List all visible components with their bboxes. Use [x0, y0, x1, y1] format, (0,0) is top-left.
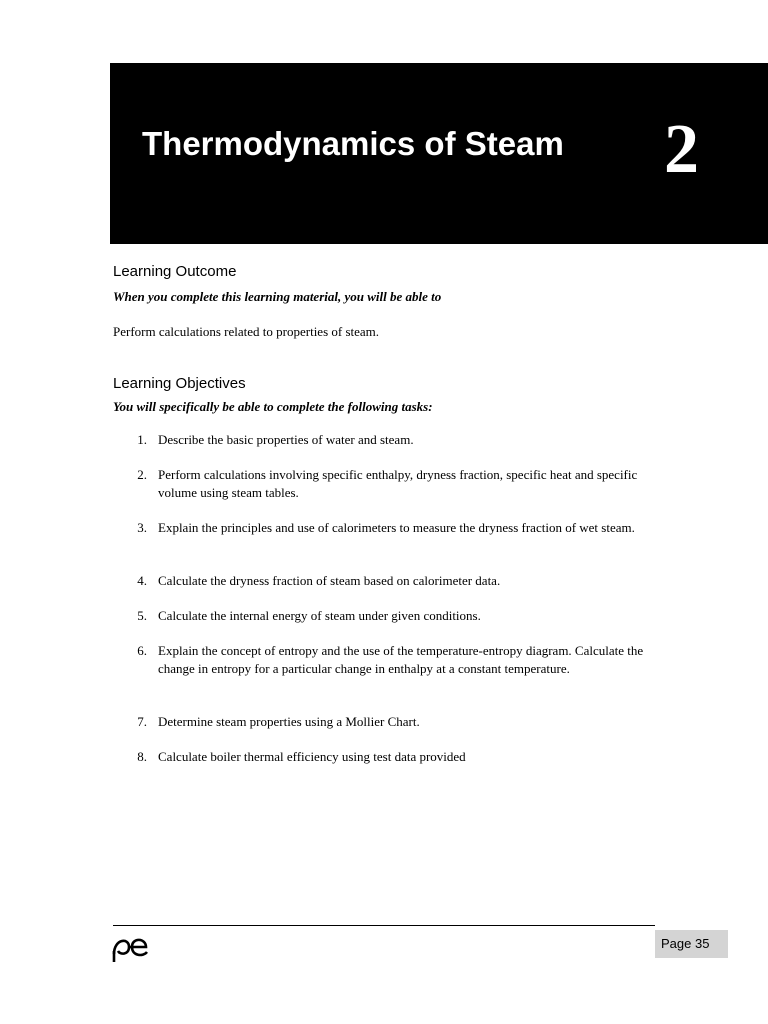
list-item-text: Explain the principles and use of calorimeters to measure the dryness fraction of wet steam.	[158, 520, 635, 535]
learning-objectives-heading: Learning Objectives	[113, 375, 246, 392]
list-item-text: Perform calculations involving specific enthalpy, dryness fraction, specific heat and specific volume using steam tables.	[158, 467, 638, 500]
list-item	[113, 572, 653, 590]
list-item	[113, 713, 653, 731]
list-item	[113, 431, 653, 449]
learning-outcome-heading: Learning Outcome	[113, 263, 237, 280]
list-item-number: 1.	[137, 432, 147, 447]
page-number-badge: Page 35	[655, 930, 728, 958]
learning-outcome-text: Perform calculations related to properties of steam.	[113, 324, 380, 339]
list-item-text: Calculate the dryness fraction of steam based on calorimeter data.	[158, 573, 501, 588]
list-item-number: 5.	[137, 608, 147, 623]
list-item	[113, 642, 653, 678]
list-item-number: 3.	[137, 520, 147, 535]
learning-objectives-intro: You will specifically be able to complete the following tasks:	[113, 399, 433, 414]
list-item-number: 8.	[137, 749, 147, 764]
list-item-number: 6.	[137, 643, 147, 658]
list-item	[113, 466, 653, 502]
list-item-text: Calculate boiler thermal efficiency using test data provided	[158, 749, 466, 764]
chapter-number: 2	[664, 111, 699, 188]
list-item-number: 2.	[137, 467, 147, 482]
list-item-number: 4.	[137, 573, 147, 588]
list-item	[113, 519, 653, 537]
chapter-header	[110, 63, 768, 244]
pe-logo-icon	[111, 931, 149, 963]
list-item-text: Calculate the internal energy of steam under given conditions.	[158, 608, 481, 623]
list-item-number: 7.	[137, 714, 147, 729]
list-item	[113, 748, 653, 766]
list-item-text: Determine steam properties using a Mollier Chart.	[158, 714, 420, 729]
list-item-text: Describe the basic properties of water and steam.	[158, 432, 414, 447]
chapter-title: Thermodynamics of Steam	[142, 125, 564, 162]
list-item-text: Explain the concept of entropy and the use of the temperature-entropy diagram. Calculate the change in entropy for a particular change in enthalpy at a constant temperature.	[158, 643, 644, 676]
footer-divider	[113, 925, 655, 926]
list-item	[113, 607, 653, 625]
learning-outcome-intro: When you complete this learning material, you will be able to	[113, 289, 442, 304]
